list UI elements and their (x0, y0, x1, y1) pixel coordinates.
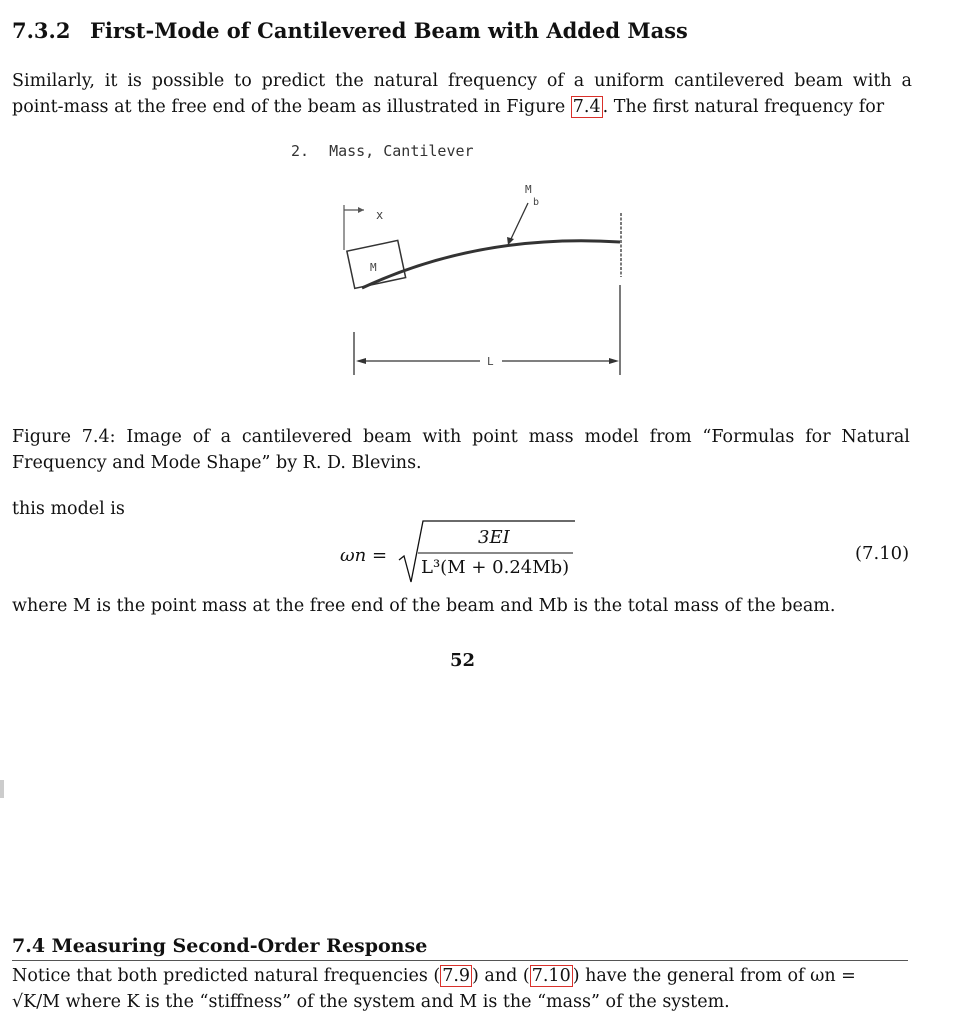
equation-denominator: L³(M + 0.24Mb) (421, 557, 570, 578)
cantilever-diagram (330, 175, 640, 385)
intro-line-2 (12, 94, 912, 120)
figure-heading-text: Mass, Cantilever (329, 142, 474, 160)
intro-line-2-tail: . The first natural frequency for (602, 97, 885, 117)
section-title: First-Mode of Cantilevered Beam with Added Mass (90, 18, 688, 43)
section-2-paragraph (12, 963, 912, 1015)
caption-word: “Formulas (702, 427, 795, 447)
caption-word: point (472, 427, 518, 447)
caption-word: from (649, 427, 692, 447)
figure-heading (291, 142, 474, 160)
section-2-line-2: √K/M where K is the “stiffness” of the system and M is the “mass” of the system. (12, 992, 730, 1012)
intro-line-1: Similarly, it is possible to predict the natural frequency of a uniform cantilevered beam with a (12, 71, 912, 91)
section-number: 7.3.2 (12, 18, 71, 43)
section-2-line-1 (12, 963, 912, 989)
caption-word: Figure (12, 427, 71, 447)
length-label: L (487, 355, 494, 368)
intro-paragraph (12, 68, 912, 120)
caption-word: for (805, 427, 831, 447)
mass-label: M (370, 261, 377, 274)
length-arrow-right (609, 358, 619, 364)
caption-word: 7.4: (81, 427, 116, 447)
caption-word: a (220, 427, 231, 447)
section-heading (12, 18, 688, 43)
caption-word: Natural (841, 427, 910, 447)
x-label: x (376, 208, 384, 222)
model-text: this model is (12, 499, 125, 519)
caption-line-2: Frequency and Mode Shape” by R. D. Blevins. (12, 453, 422, 473)
x-arrow-head (358, 207, 364, 213)
figure-caption (12, 424, 910, 476)
equation-number: (7.10) (855, 543, 910, 564)
figure-ref-link[interactable]: 7.4 (572, 97, 601, 117)
equation-lhs: ωn = (340, 545, 388, 566)
equation-ref-7-9[interactable]: 7.9 (442, 966, 471, 986)
section-2-line-1-tail: ) have the general from of ωn = (572, 966, 856, 986)
section-2-heading: 7.4 Measuring Second-Order Response (12, 935, 428, 957)
length-arrow-left (356, 358, 366, 364)
caption-word: Image (126, 427, 182, 447)
section-2-line-1-mid: ) and ( (472, 966, 530, 986)
section-divider (12, 960, 908, 961)
figure-heading-number: 2. (291, 142, 310, 160)
beam-mass-sub: b (533, 197, 540, 208)
section-2-line-1-text: Notice that both predicted natural frequencies ( (12, 966, 441, 986)
caption-word: of (192, 427, 210, 447)
caption-word: with (422, 427, 462, 447)
caption-word: mass (528, 427, 574, 447)
page-number: 52 (450, 650, 476, 671)
intro-line-2-text: point-mass at the free end of the beam as illustrated in Figure (12, 97, 571, 117)
caption-word: model (584, 427, 639, 447)
beam-mass-label: M (525, 183, 532, 196)
margin-marker (0, 780, 4, 798)
beam-mass-pointer (510, 203, 528, 241)
equation-numerator: 3EI (478, 527, 510, 548)
caption-word: cantilevered (241, 427, 353, 447)
caption-word: beam (362, 427, 412, 447)
caption-line-1 (12, 424, 910, 450)
equation-ref-7-10[interactable]: 7.10 (531, 966, 571, 986)
where-text: where M is the point mass at the free end of the beam and Mb is the total mass of the beam. (12, 596, 836, 616)
